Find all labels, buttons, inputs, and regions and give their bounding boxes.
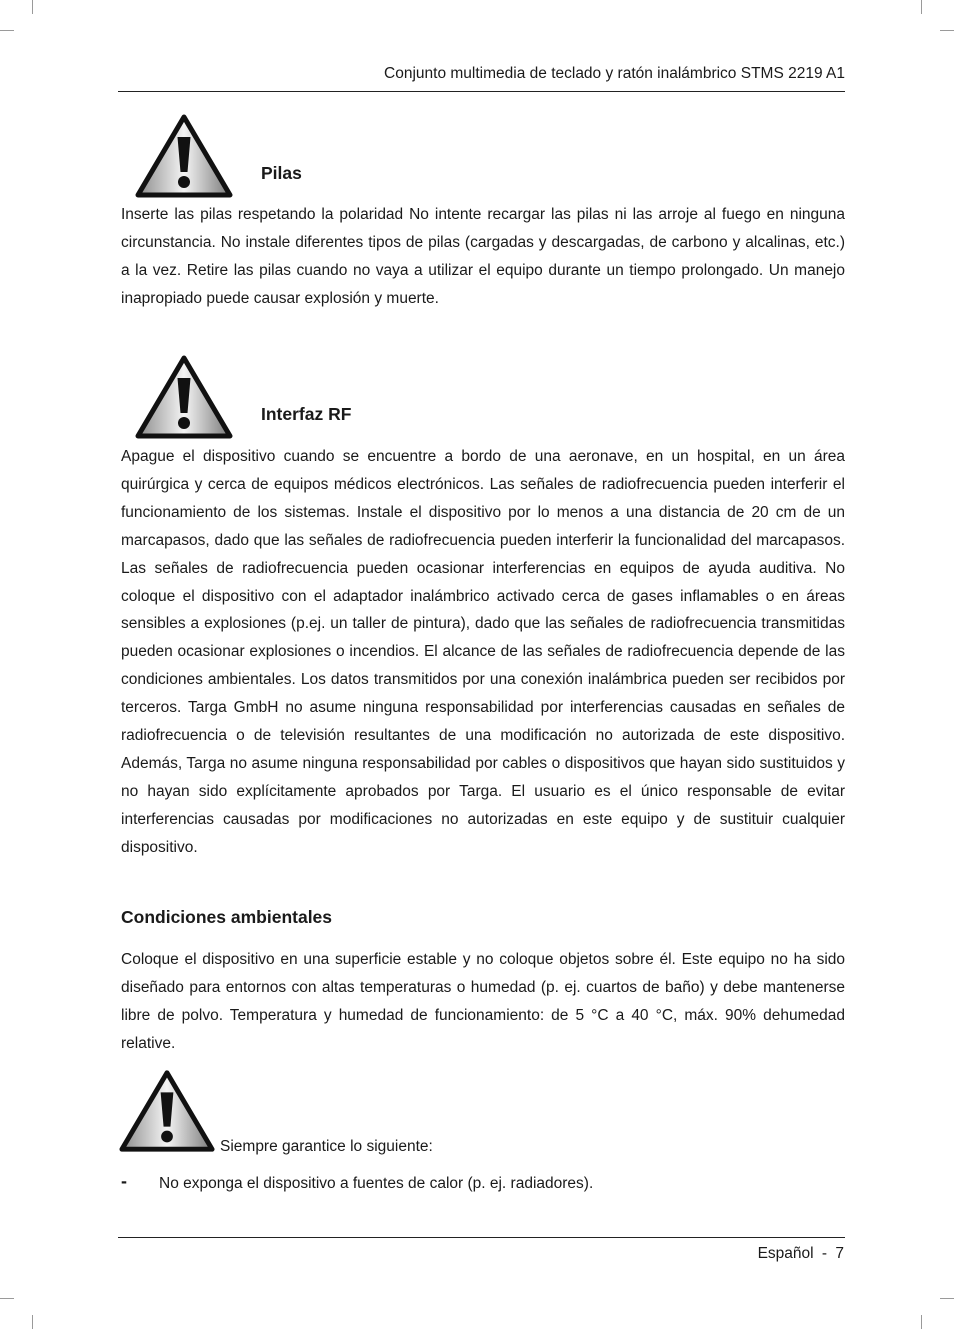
section-heading-condiciones-ambientales: Condiciones ambientales <box>121 907 333 927</box>
warning-triangle-icon <box>134 353 234 441</box>
warning-triangle-icon <box>134 112 234 200</box>
bullet-dash: - <box>121 1171 127 1191</box>
crop-mark-left-top <box>0 30 14 31</box>
section-text-pilas: Inserte las pilas respetando la polaridad No intente recargar las pilas ni las arroje al fuego en ninguna circunstancia. No instale diferentes tipos de pilas (cargadas y descargadas, de carbono y alcalinas, etc.) a la vez. Retire las pilas cuando no vaya a utilizar el equipo durante un tiempo prolongado. Un manejo inapropiado puede causar explosión y muerte. <box>121 206 845 307</box>
page-header-title: Conjunto multimedia de teclado y ratón inalámbrico STMS 2219 A1 <box>384 65 845 82</box>
warning-triangle-icon <box>118 1068 216 1154</box>
section-heading-pilas: Pilas <box>261 163 302 183</box>
crop-mark-right-top <box>940 30 954 31</box>
header-rule <box>118 91 845 92</box>
crop-mark-right-bottom <box>940 1298 954 1299</box>
section-text-condiciones-ambientales: Coloque el dispositivo en una superficie estable y no coloque objetos sobre él. Este equipo no ha sido diseñado para entornos con altas temperaturas o humedad (p. ej. cuartos de baño) y debe mantenerse libre de polvo. Temperatura y humedad de funcionamiento: de 5 °C a 40 °C, máx. 90% dehumedad relative. <box>121 951 845 1052</box>
footer-language: Español <box>757 1245 814 1262</box>
bullet-item: No exponga el dispositivo a fuentes de calor (p. ej. radiadores). <box>159 1175 594 1192</box>
notice-text: Siempre garantice lo siguiente: <box>220 1138 433 1155</box>
crop-mark-bottom-right <box>921 1315 922 1329</box>
page-footer <box>758 1244 844 1264</box>
footer-rule <box>118 1237 845 1238</box>
crop-mark-top-left <box>32 0 33 14</box>
crop-mark-top-right <box>921 0 922 14</box>
crop-mark-left-bottom <box>0 1298 14 1299</box>
footer-separator: - <box>821 1245 828 1262</box>
section-text-interfaz-rf: Apague el dispositivo cuando se encuentre a bordo de una aeronave, en un hospital, en un área quirúrgica y cerca de equipos médicos electrónicos. Las señales de radiofrecuencia pueden interferir el funcionamiento de los sistemas. Instale el dispositivo por lo menos a una distancia de 20 cm de un marcapasos, dado que las señales de radiofrecuencia pueden interferir la funcionalidad del marcapasos. Las señales de radiofrecuencia pueden ocasionar interferencias en equipos de ayuda auditiva. No coloque el dispositivo con el adaptador inalámbrico activado cerca de gases inflamables o en áreas sensibles a explosiones (p.ej. un taller de pintura), dado que las señales de radiofrecuencia transmitidas pueden ocasionar explosiones o incendios. El alcance de las señales de radiofrecuencia depende de las condiciones ambientales. Los datos transmitidos por una conexión inalámbrica pueden ser recibidos por terceros. Targa GmbH no asume ninguna responsabilidad por interferencias causadas en señales de radiofrecuencia o de televisión resultantes de una modificación no autorizada de este dispositivo. Además, Targa no asume ninguna responsabilidad por cables o dispositivos que hayan sido sustituidos y no hayan sido explícitamente aprobados por Targa. El usuario es el único responsable de evitar interferencias causadas por modificaciones no autorizadas en este equipo y de sustituir cualquier dispositivo. <box>121 448 845 856</box>
page-number: 7 <box>835 1245 844 1262</box>
crop-mark-bottom-left <box>32 1315 33 1329</box>
section-heading-interfaz-rf: Interfaz RF <box>261 404 352 424</box>
